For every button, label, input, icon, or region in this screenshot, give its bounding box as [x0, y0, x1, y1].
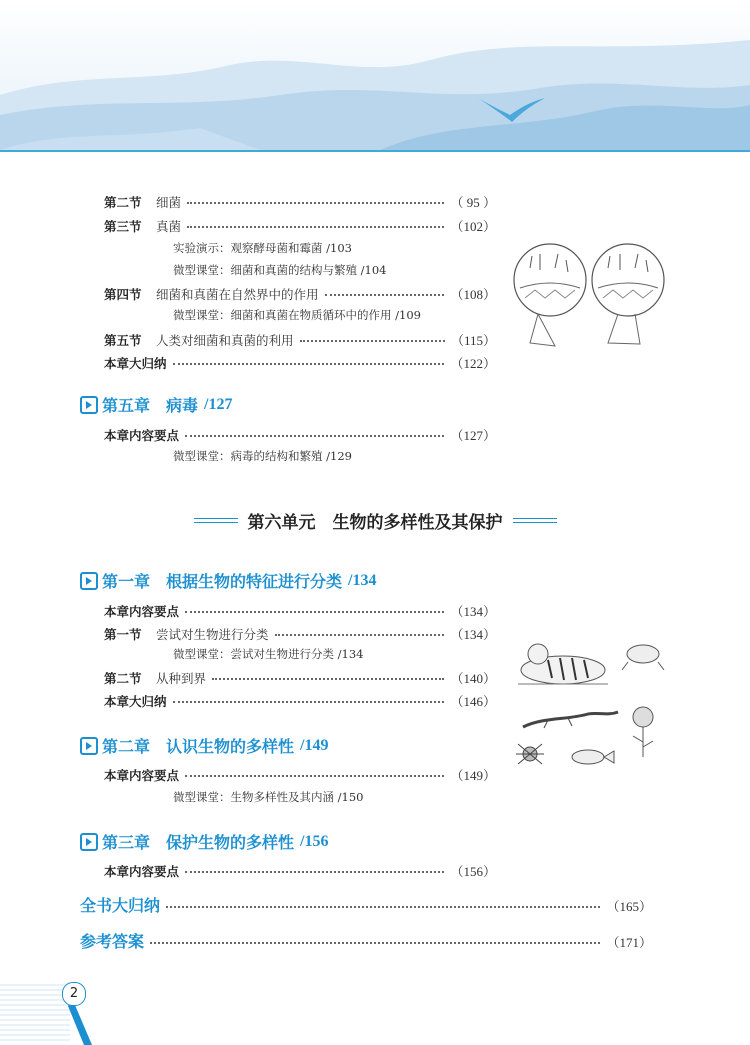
entry-title: 本章大归纳 — [104, 356, 167, 371]
chapter-page: /127 — [204, 395, 233, 413]
sub-entry[interactable]: 微型课堂：生物多样性及其内涵 /150 — [173, 790, 364, 804]
section-label: 第二节 — [104, 671, 142, 686]
sunflower-icon — [633, 707, 653, 757]
chapter-arrow-icon — [80, 833, 98, 851]
leader-dots — [173, 363, 445, 365]
sub-entry[interactable]: 微型课堂：尝试对生物进行分类 /134 — [173, 647, 364, 661]
sub-entry[interactable]: 微型课堂：病毒的结构和繁殖 /129 — [173, 449, 352, 463]
entry-page: （146） — [450, 694, 496, 709]
corner-decoration — [0, 980, 110, 1045]
leader-dots — [300, 340, 445, 342]
leader-dots — [212, 678, 444, 680]
leader-dots — [275, 634, 445, 636]
entry-title: 本章内容要点 — [104, 604, 180, 619]
sub-entry[interactable]: 微型课堂：细菌和真菌的结构与繁殖 /104 — [173, 263, 387, 277]
chapter-page: /149 — [300, 736, 329, 754]
entry-page: （165） — [606, 899, 652, 914]
fungi-culture-illustration — [510, 238, 670, 353]
entry-title: 本章内容要点 — [104, 864, 180, 879]
entry-page: （149） — [450, 768, 496, 783]
chapter-arrow-icon — [80, 572, 98, 590]
section-label: 第一节 — [104, 627, 142, 642]
sub-entry[interactable]: 微型课堂：细菌和真菌在物质循环中的作用 /109 — [173, 308, 421, 322]
entry-page: （102） — [450, 219, 496, 234]
toc-entry[interactable] — [104, 765, 496, 784]
entry-page: （108） — [450, 287, 496, 302]
section-label: 第二节 — [104, 195, 142, 210]
chapter-label: 第一章 — [102, 572, 151, 591]
chapter-title: 根据生物的特征进行分类 — [166, 572, 343, 591]
unit-title: 第六单元 生物的多样性及其保护 — [247, 512, 503, 533]
toc-entry[interactable] — [104, 425, 496, 444]
entry-title: 细菌 — [156, 195, 182, 210]
unit-decoration-left — [194, 518, 238, 523]
entry-page: （171） — [606, 935, 652, 950]
chapter-label: 第五章 — [102, 396, 151, 415]
chapter-label: 第二章 — [102, 737, 151, 756]
mountain-landscape-illustration — [0, 0, 750, 150]
toc-entry[interactable] — [104, 284, 496, 303]
header-banner — [0, 0, 750, 150]
leader-dots — [150, 942, 600, 944]
toc-entry[interactable] — [104, 192, 496, 211]
leader-dots — [187, 226, 444, 228]
toc-entry[interactable] — [104, 691, 496, 710]
toc-entry-book-summary[interactable] — [80, 893, 652, 916]
entry-title: 从种到界 — [156, 671, 207, 686]
entry-title: 细菌和真菌在自然界中的作用 — [156, 287, 319, 302]
chapter-heading[interactable] — [80, 734, 328, 757]
toc-entry[interactable] — [104, 216, 496, 235]
unit-heading — [160, 508, 590, 532]
chapter-heading[interactable] — [80, 830, 328, 853]
toc-entry[interactable] — [104, 353, 496, 372]
entry-title: 全书大归纳 — [80, 896, 161, 915]
entry-page: （ 95 ） — [450, 195, 496, 210]
header-divider — [0, 150, 750, 152]
entry-title: 本章内容要点 — [104, 768, 180, 783]
entry-page: （115） — [450, 333, 496, 348]
entry-page: （134） — [450, 627, 496, 642]
entry-title: 参考答案 — [80, 932, 145, 951]
toc-entry-answers[interactable] — [80, 929, 652, 952]
animals-illustration — [508, 632, 668, 782]
leader-dots — [185, 435, 444, 437]
sub-entry[interactable]: 实验演示：观察酵母菌和霉菌 /103 — [173, 241, 352, 255]
toc-entry[interactable] — [104, 624, 496, 643]
entry-title: 人类对细菌和真菌的利用 — [156, 333, 294, 348]
chapter-heading[interactable] — [80, 393, 232, 416]
section-label: 第四节 — [104, 287, 142, 302]
toc-entry[interactable] — [104, 330, 496, 349]
leader-dots — [173, 701, 445, 703]
spider-icon — [516, 744, 544, 764]
tiger-icon — [518, 644, 608, 684]
leader-dots — [166, 906, 600, 908]
chapter-page: /156 — [300, 832, 329, 850]
entry-title: 真菌 — [156, 219, 182, 234]
entry-title: 尝试对生物进行分类 — [156, 627, 269, 642]
toc-entry[interactable] — [104, 601, 496, 620]
entry-title: 本章大归纳 — [104, 694, 167, 709]
entry-page: （122） — [450, 356, 496, 371]
entry-page: （134） — [450, 604, 496, 619]
fish-icon — [572, 750, 614, 764]
frog-icon — [622, 645, 664, 670]
leader-dots — [185, 775, 444, 777]
chapter-title: 认识生物的多样性 — [166, 737, 295, 756]
unit-decoration-right — [513, 518, 557, 523]
leader-dots — [325, 294, 445, 296]
entry-page: （156） — [450, 864, 496, 879]
section-label: 第五节 — [104, 333, 142, 348]
leader-dots — [185, 611, 444, 613]
chapter-title: 病毒 — [166, 396, 199, 415]
entry-page: （127） — [450, 428, 496, 443]
toc-entry[interactable] — [104, 668, 496, 687]
page-number: 2 — [62, 982, 86, 1006]
entry-page: （140） — [450, 671, 496, 686]
lizard-icon — [523, 712, 618, 728]
entry-title: 本章内容要点 — [104, 428, 180, 443]
chapter-arrow-icon — [80, 737, 98, 755]
chapter-arrow-icon — [80, 396, 98, 414]
leader-dots — [185, 871, 444, 873]
chapter-page: /134 — [348, 571, 377, 589]
toc-entry[interactable] — [104, 861, 496, 880]
chapter-heading[interactable] — [80, 569, 376, 592]
leader-dots — [187, 202, 444, 204]
chapter-label: 第三章 — [102, 833, 151, 852]
section-label: 第三节 — [104, 219, 142, 234]
chapter-title: 保护生物的多样性 — [166, 833, 295, 852]
